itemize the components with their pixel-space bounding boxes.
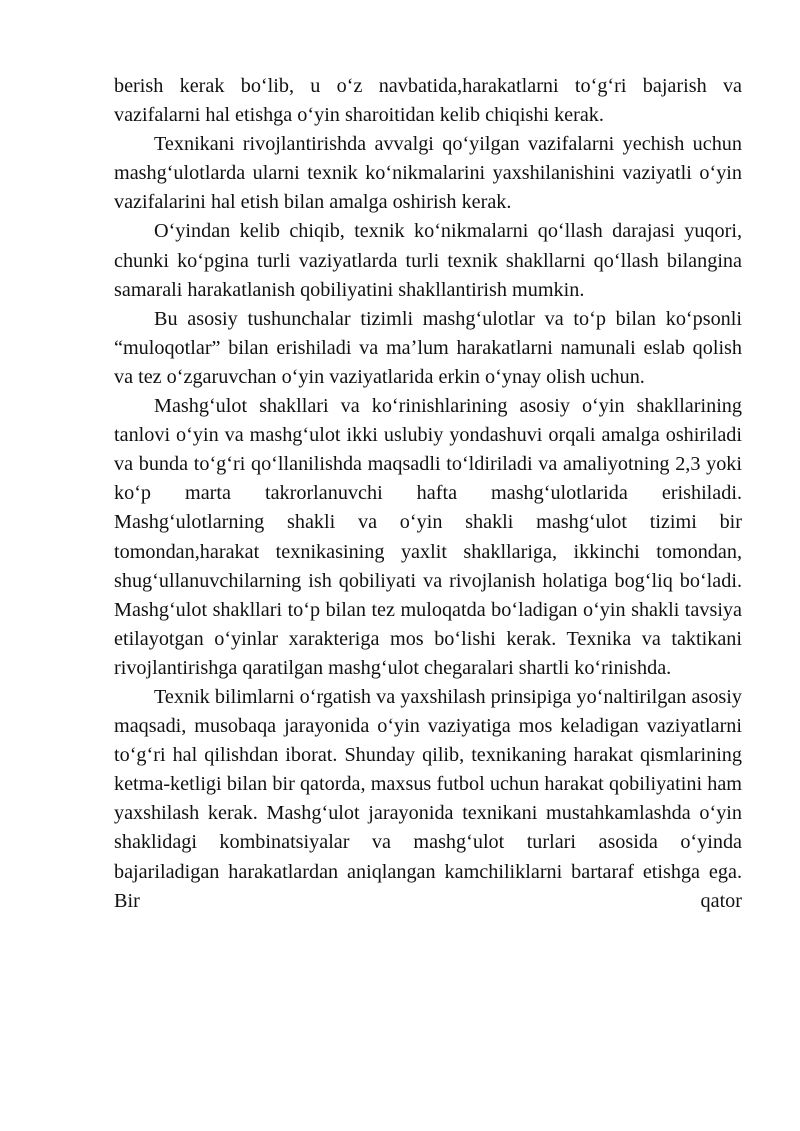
paragraph-5: Mashgʻulot shakllari va koʻrinishlarining asosiy oʻyin shakllarining tanlovi oʻyin va mashgʻulot ikki uslubiy yondashuvi orqali amalga oshiriladi va bunda toʻgʻri qoʻllanilishda maqsadli toʻldiriladi va amaliyotning 2,3 yoki koʻp marta takrorlanuvchi hafta mashgʻulotlarida erishiladi. Mashgʻulotlarning shakli va oʻyin shakli mashgʻulot tizimi bir tomondan,harakat texnikasining yaxlit shakllariga, ikkinchi tomondan, shugʻullanuvchilarning ish qobiliyati va rivojlanish holatiga bogʻliq boʻladi. Mashgʻulot shakllari toʻp bilan tez muloqatda boʻladigan oʻyin shakli tavsiya etilayotgan oʻyinlar xarakteriga mos boʻlishi kerak. Texnika va taktikani rivojlantirishga qaratilgan mashgʻulot chegaralari shartli koʻrinishda. [114,395,742,679]
document-page [114,72,742,916]
paragraph-3: Oʻyindan kelib chiqib, texnik koʻnikmalarni qoʻllash darajasi yuqori, chunki koʻpgina turli vaziyatlarda turli texnik shakllarni qoʻllash bilangina samarali harakatlanish qobiliyatini shakllantirish mumkin. [114,220,742,301]
paragraph-2: Texnikani rivojlantirishda avvalgi qoʻyilgan vazifalarni yechish uchun mashgʻulotlarda ularni texnik koʻnikmalarini yaxshilanishini vaziyatli oʻyin vazifalarini hal etish bilan amalga oshirish kerak. [114,133,742,214]
paragraph-4: Bu asosiy tushunchalar tizimli mashgʻulotlar va toʻp bilan koʻpsonli “muloqotlar” bilan erishiladi va maʼlum harakatlarni namunali eslab qolish va tez oʻzgaruvchan oʻyin vaziyatlarida erkin oʻynay olish uchun. [114,307,742,388]
paragraph-1: berish kerak boʻlib, u oʻz navbatida,harakatlarni toʻgʻri bajarish va vazifalarni hal etishga oʻyin sharoitidan kelib chiqishi kerak. [114,75,742,127]
paragraph-6: Texnik bilimlarni oʻrgatish va yaxshilash prinsipiga yoʻnaltirilgan asosiy maqsadi, musobaqa jarayonida oʻyin vaziyatiga mos keladigan vaziyatlarni toʻgʻri hal qilishdan iborat. Shunday qilib, texnikaning harakat qismlarining ketma-ketligi bilan bir qatorda, maxsus futbol uchun harakat qobiliyatini ham yaxshilash kerak. Mashgʻulot jarayonida texnikani mustahkamlashda oʻyin shaklidagi kombinatsiyalar va mashgʻulot turlari asosida oʻyinda bajariladigan harakatlardan aniqlangan kamchiliklarni bartaraf etishga ega. Bir qator [114,685,742,912]
